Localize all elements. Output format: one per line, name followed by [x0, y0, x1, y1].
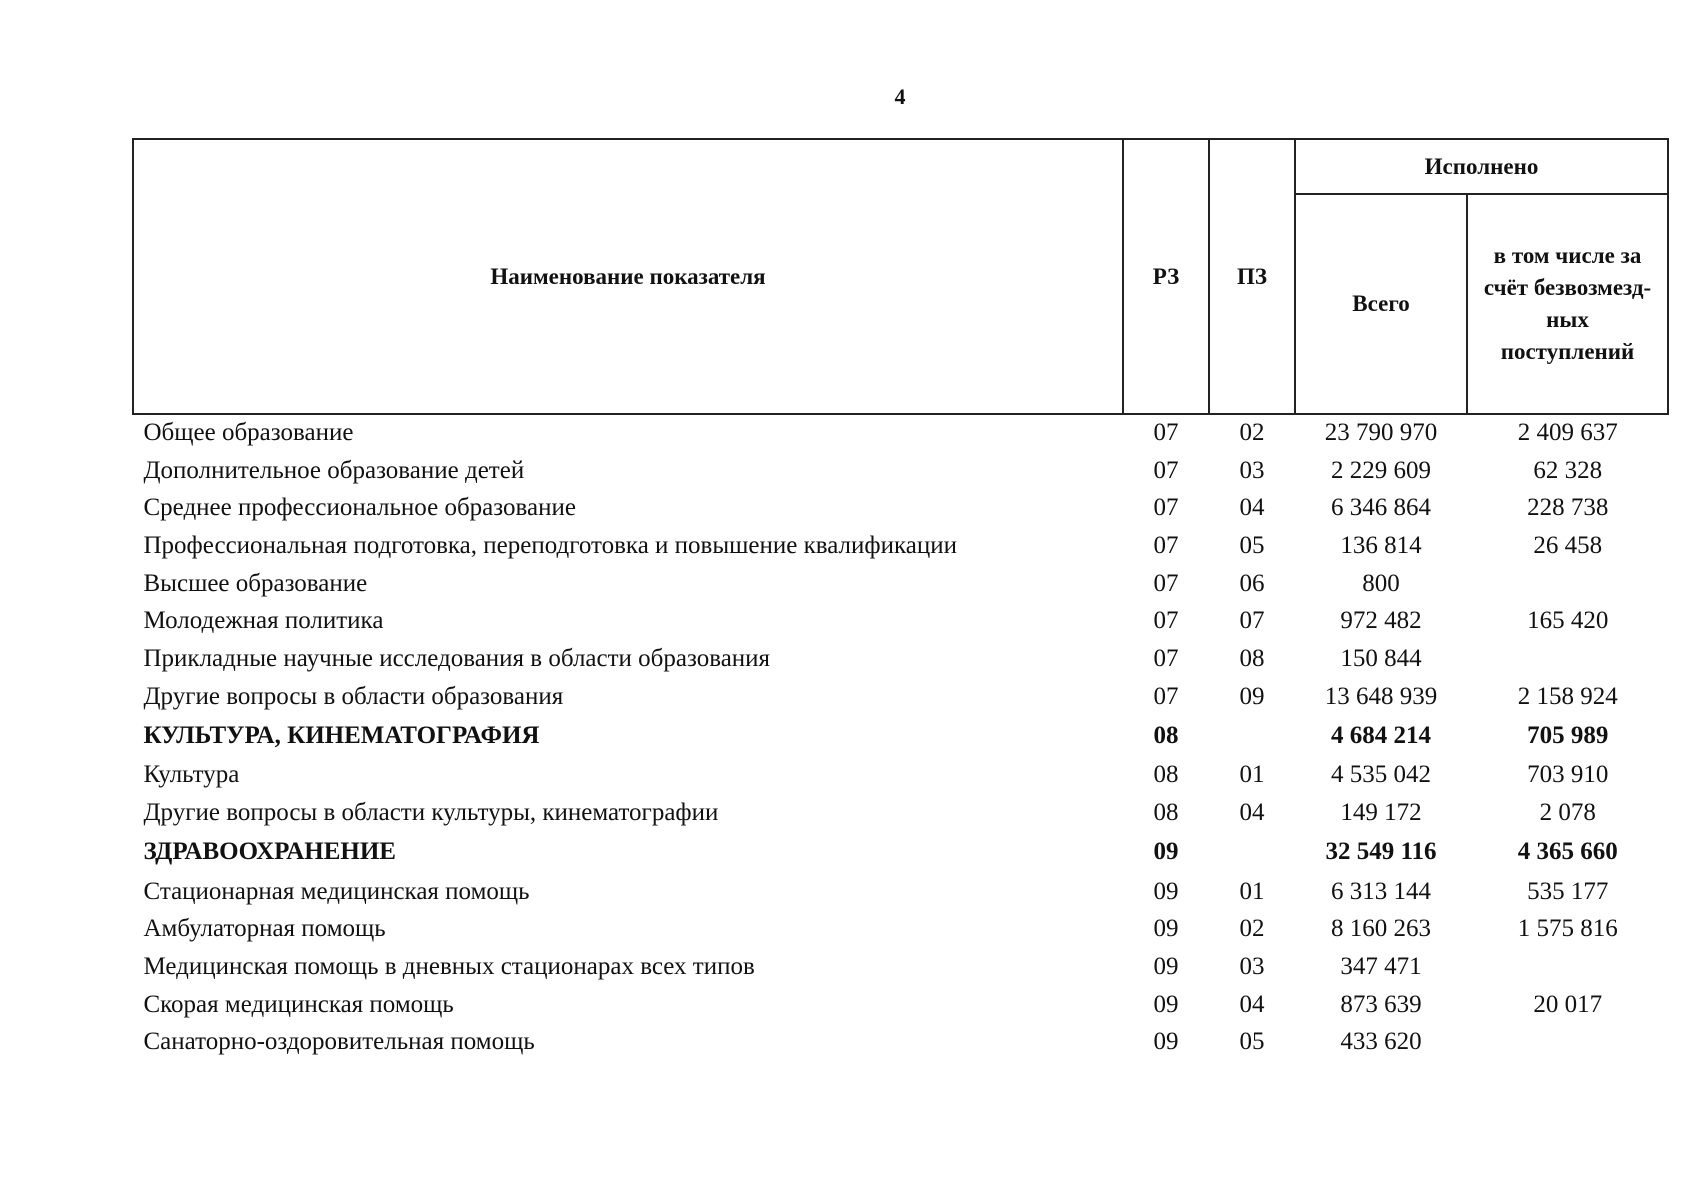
row-total: 8 160 263: [1331, 915, 1431, 943]
header-indicator-name: Наименование показателя: [133, 139, 1123, 414]
row-total: 2 229 609: [1331, 456, 1431, 484]
row-free-receipts: 535 177: [1527, 877, 1609, 905]
table-row: [133, 794, 1668, 832]
row-free-receipts: [1467, 565, 1668, 603]
row-free-receipts: 703 910: [1527, 761, 1609, 789]
row-total: 150 844: [1340, 644, 1422, 672]
row-rz: 09: [1153, 990, 1179, 1018]
table-row: [133, 948, 1668, 986]
row-rz: 08: [1153, 722, 1179, 749]
row-free-receipts: 4 365 660: [1517, 838, 1618, 866]
row-pz: 02: [1239, 915, 1265, 943]
row-name: Общее образование: [143, 419, 354, 447]
row-pz: 04: [1239, 990, 1265, 1018]
table-header: [133, 139, 1668, 414]
row-name: Прикладные научные исследования в области образования: [143, 644, 771, 672]
row-name: Медицинская помощь в дневных стационарах всех типов: [143, 953, 755, 981]
table-row: [133, 489, 1668, 527]
table-row: [133, 565, 1668, 603]
table-row: [133, 602, 1668, 640]
table-row: [133, 452, 1668, 490]
row-total: 347 471: [1340, 953, 1422, 981]
row-free-receipts: 1 575 816: [1517, 915, 1618, 943]
row-pz: 02: [1239, 419, 1265, 447]
section-row: [133, 832, 1668, 873]
row-pz: 08: [1239, 644, 1265, 672]
row-name: ЗДРАВООХРАНЕНИЕ: [143, 838, 396, 866]
row-total: 6 313 144: [1331, 877, 1431, 905]
row-total: 136 814: [1340, 531, 1422, 559]
row-rz: 07: [1153, 569, 1179, 597]
row-pz: 09: [1239, 682, 1265, 710]
row-free-receipts: 228 738: [1527, 494, 1609, 522]
row-pz: 03: [1239, 456, 1265, 484]
page-number: 4: [894, 84, 906, 109]
row-total: 13 648 939: [1324, 682, 1438, 710]
table-row: [133, 1024, 1668, 1062]
row-rz: 09: [1153, 877, 1179, 905]
row-pz: 04: [1239, 494, 1265, 522]
row-free-receipts: 705 989: [1527, 722, 1609, 749]
header-total: Всего: [1295, 194, 1467, 414]
row-free-receipts: [1467, 1024, 1668, 1062]
row-rz: 07: [1153, 494, 1179, 522]
row-name: Молодежная политика: [143, 607, 384, 635]
row-total: 32 549 116: [1325, 838, 1437, 866]
row-rz: 09: [1153, 915, 1179, 943]
row-free-receipts: 62 328: [1533, 456, 1603, 484]
row-total: 4 535 042: [1331, 761, 1431, 789]
row-free-receipts: [1467, 640, 1668, 678]
header-pz: ПЗ: [1209, 139, 1295, 414]
table-row: [133, 757, 1668, 795]
row-free-receipts: 26 458: [1533, 531, 1603, 559]
row-name: Дополнительное образование детей: [143, 456, 525, 484]
row-total: 23 790 970: [1324, 419, 1438, 447]
table-row: [133, 414, 1668, 452]
row-name: КУЛЬТУРА, КИНЕМАТОГРАФИЯ: [143, 722, 540, 749]
row-pz: 05: [1239, 1028, 1265, 1056]
section-row: [133, 716, 1668, 757]
row-total: 433 620: [1340, 1028, 1422, 1056]
row-name: Санаторно-оздоровительная помощь: [143, 1028, 535, 1056]
table-row: [133, 678, 1668, 716]
row-rz: 07: [1153, 682, 1179, 710]
row-pz: 01: [1239, 877, 1265, 905]
row-rz: 09: [1153, 838, 1179, 866]
row-name: Культура: [143, 761, 240, 789]
table-body: [133, 414, 1668, 1061]
row-name: Другие вопросы в области образования: [143, 682, 564, 710]
row-total: 800: [1362, 569, 1400, 597]
table-row: [133, 911, 1668, 949]
row-rz: 07: [1153, 456, 1179, 484]
row-rz: 07: [1153, 531, 1179, 559]
row-name: Другие вопросы в области культуры, кинематографии: [143, 799, 719, 827]
row-free-receipts: 2 409 637: [1517, 419, 1618, 447]
row-free-receipts: 2 078: [1539, 799, 1596, 827]
row-name: Амбулаторная помощь: [143, 915, 386, 943]
row-pz: 03: [1239, 953, 1265, 981]
row-pz: 04: [1239, 799, 1265, 827]
row-rz: 09: [1153, 1028, 1179, 1056]
table-row: [133, 986, 1668, 1024]
header-executed: Исполнено: [1295, 139, 1668, 194]
header-free-receipts: в том числе за счёт безвозмезд-ных поступлений: [1467, 194, 1668, 414]
table-row: [133, 640, 1668, 678]
row-total: 4 684 214: [1331, 722, 1431, 749]
row-rz: 07: [1153, 419, 1179, 447]
row-total: 972 482: [1340, 607, 1422, 635]
row-pz: 06: [1239, 569, 1265, 597]
row-rz: 07: [1153, 644, 1179, 672]
row-pz: [1209, 832, 1295, 873]
row-total: 6 346 864: [1331, 494, 1431, 522]
table-row: [133, 527, 1668, 565]
row-name: Высшее образование: [143, 569, 368, 597]
row-pz: 01: [1239, 761, 1265, 789]
row-free-receipts: 20 017: [1533, 990, 1603, 1018]
row-pz: 07: [1239, 607, 1265, 635]
row-name: Профессиональная подготовка, переподготовка и повышение квалификации: [143, 531, 957, 559]
row-name: Среднее профессиональное образование: [143, 494, 576, 522]
row-rz: 08: [1153, 761, 1179, 789]
row-pz: 05: [1239, 531, 1265, 559]
row-pz: [1209, 716, 1295, 757]
row-rz: 09: [1153, 953, 1179, 981]
row-rz: 08: [1153, 799, 1179, 827]
row-name: Скорая медицинская помощь: [143, 990, 454, 1018]
row-name: Стационарная медицинская помощь: [143, 877, 530, 905]
row-total: 873 639: [1340, 990, 1422, 1018]
row-rz: 07: [1153, 607, 1179, 635]
row-free-receipts: [1467, 948, 1668, 986]
header-rz: РЗ: [1123, 139, 1209, 414]
row-total: 149 172: [1340, 799, 1422, 827]
row-free-receipts: 2 158 924: [1517, 682, 1618, 710]
budget-execution-table: [132, 138, 1669, 1061]
table-row: [133, 873, 1668, 911]
row-free-receipts: 165 420: [1527, 607, 1609, 635]
